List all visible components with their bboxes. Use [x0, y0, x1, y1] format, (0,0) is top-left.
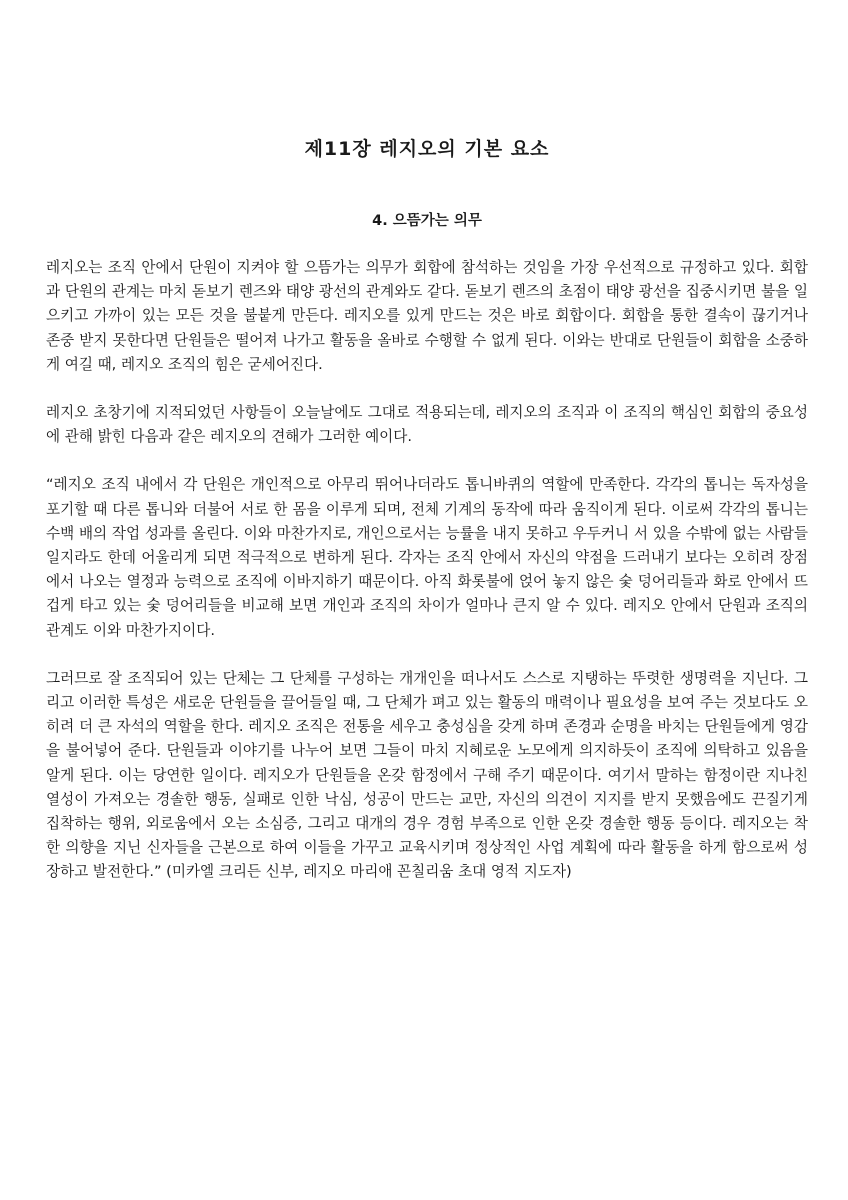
paragraph: 레지오는 조직 안에서 단원이 지켜야 할 으뜸가는 의무가 회합에 참석하는 것임을 가장 우선적으로 규정하고 있다. 회합과 단원의 관계는 마치 돋보기 렌즈와 태양 광선의 관계와도 같다. 돋보기 렌즈의 초점이 태양 광선을 집중시키면 불을 일으키고 가까이 있는 모든 것을 불붙게 만든다. 레지오를 있게 만드는 것은 바로 회합이다. 회합을 통한 결속이 끊기거나 존중 받지 못한다면 단원들은 떨어져 나가고 활동을 올바로 수행할 수 없게 된다. 이와는 반대로 단원들이 회합을 소중하게 여길 때, 레지오 조직의 힘은 굳세어진다. [46, 259, 808, 373]
paragraph: 레지오 초창기에 지적되었던 사항들이 오늘날에도 그대로 적용되는데, 레지오의 조직과 이 조직의 핵심인 회합의 중요성에 관해 밝힌 다음과 같은 레지오의 견해가 그러한 예이다. [46, 404, 808, 446]
document-page [46, 0, 808, 1200]
body-text [46, 256, 808, 909]
chapter-title: 제11장 레지오의 기본 요소 [304, 138, 550, 160]
paragraph: “레지오 조직 내에서 각 단원은 개인적으로 아무리 뛰어나더라도 톱니바퀴의 역할에 만족한다. 각각의 톱니는 독자성을 포기할 때 다른 톱니와 더불어 서로 한 몸을 이루게 되며, 전체 기계의 동작에 따라 움직이게 된다. 이로써 각각의 톱니는 수백 배의 작업 성과를 올린다. 이와 마찬가지로, 개인으로서는 능률을 내지 못하고 우두커니 서 있을 수밖에 없는 사람들일지라도 한데 어울리게 되면 적극적으로 변하게 된다. 각자는 조직 안에서 자신의 약점을 드러내기 보다는 오히려 장점에서 나오는 열정과 능력으로 조직에 이바지하기 때문이다. 아직 화롯불에 얹어 놓지 않은 숯 덩어리들과 화로 안에서 뜨겁게 타고 있는 숯 덩어리들을 비교해 보면 개인과 조직의 차이가 얼마나 큰지 알 수 있다. 레지오 안에서 단원과 조직의 관계도 이와 마찬가지이다. [46, 476, 808, 639]
section-title: 4. 으뜸가는 의무 [372, 213, 482, 229]
paragraph: 그러므로 잘 조직되어 있는 단체는 그 단체를 구성하는 개개인을 떠나서도 스스로 지탱하는 뚜렷한 생명력을 지닌다. 그리고 이러한 특성은 새로운 단원들을 끌어들일 때, 그 단체가 펴고 있는 활동의 매력이나 필요성을 보여 주는 것보다도 오히려 더 큰 자석의 역할을 한다. 레지오 조직은 전통을 세우고 충성심을 갖게 하며 존경과 순명을 바치는 단원들에게 영감을 불어넣어 준다. 단원들과 이야기를 나누어 보면 그들이 마치 지혜로운 노모에게 의지하듯이 조직에 의탁하고 있음을 알게 된다. 이는 당연한 일이다. 레지오가 단원들을 온갖 함정에서 구해 주기 때문이다. 여기서 말하는 함정이란 지나친 열성이 가져오는 경솔한 행동, 실패로 인한 낙심, 성공이 만드는 교만, 자신의 의견이 지지를 받지 못했음에도 끈질기게 집착하는 행위, 외로움에서 오는 소심증, 그리고 대개의 경우 경험 부족으로 인한 온갖 경솔한 행동 등이다. 레지오는 착한 의향을 지닌 신자들을 근본으로 하여 이들을 가꾸고 교육시키며 정상적인 사업 계획에 따라 활동을 하게 함으로써 성장하고 발전한다.” (미카엘 크리든 신부, 레지오 마리애 꼰칠리움 초대 영적 지도자) [46, 669, 808, 881]
